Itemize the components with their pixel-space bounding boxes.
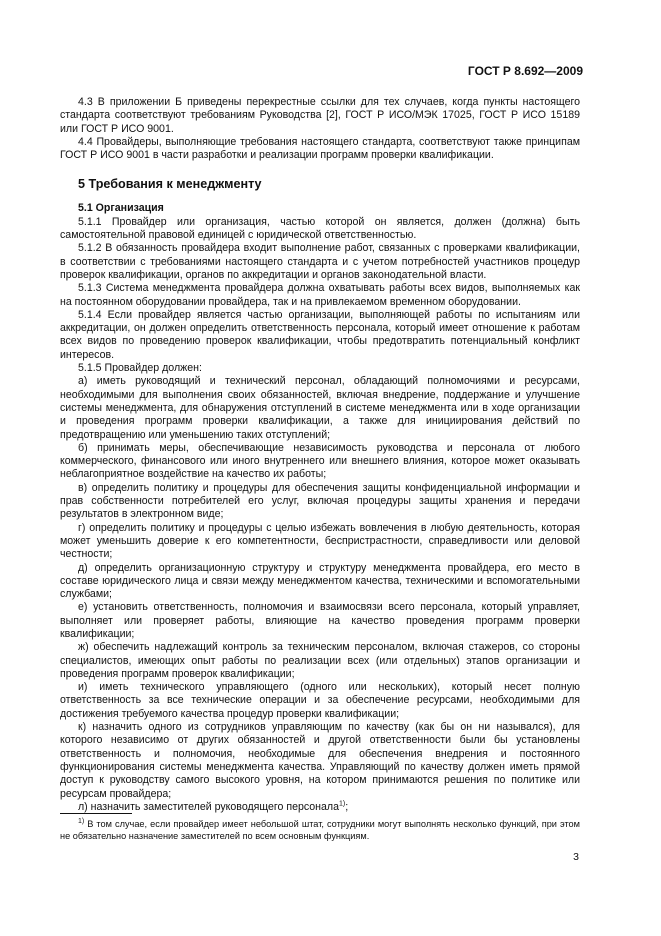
list-item-v: в) определить политику и процедуры для обеспечения защиты конфиденциальной информации и прав собственности потребителей его услуг, включая процедуры защиты хранения и передачи результатов в электронном виде; — [60, 481, 580, 521]
subsection-heading: 5.1 Организация — [78, 202, 164, 215]
footnote-reference: 1) — [339, 800, 346, 808]
paragraph-5-1-4: 5.1.4 Если провайдер является частью организации, выполняющей работы по испытаниям или аккредитации, он должен определить ответственность персонала, который имеет отношение к работам всех видов по проведению проверок квалификации, чтобы предотвратить потенциальный конфликт интересов. — [60, 308, 580, 361]
list-item-i: и) иметь технического управляющего (одного или нескольких), который несет полную ответственность за все технические операции и за обеспечение ресурсами, необходимыми для достижения требуемого качества процедур проверки квалификации; — [60, 681, 580, 720]
list-item-g: г) определить политику и процедуры с целью избежать вовлечения в любую деятельность, которая может уменьшить доверие к его компетентности, беспристрастности, справедливости или деловой честности; — [60, 521, 580, 561]
paragraph-4-4: 4.4 Провайдеры, выполняющие требования настоящего стандарта, соответствуют также принципам ГОСТ Р ИСО 9001 в части разработки и реализации программ проверки квалификации. — [60, 135, 580, 162]
footnote-text: В том случае, если провайдер имеет небольшой штат, сотрудники могут выполнять несколько функций, при этом не обязательно назначение заместителей по всем основным функциям. — [60, 819, 580, 841]
section-heading: 5 Требования к менеджменту — [78, 177, 262, 192]
footnote — [60, 818, 580, 842]
list-item-l — [60, 801, 580, 814]
footnote-marker: 1) — [78, 817, 85, 825]
page-number: 3 — [573, 851, 579, 863]
list-item-d: д) определить организационную структуру и структуру менеджмента провайдера, его место в составе юридического лица и связи между менеджментом качества, техническими и вспомогательными службами; — [60, 561, 580, 601]
list-item-l-end: ; — [345, 800, 349, 813]
paragraph-5-1-3: 5.1.3 Система менеджмента провайдера должна охватывать работы всех видов, выполняемых как на постоянном оборудовании провайдера, так и на привлекаемом временном оборудовании. — [60, 282, 580, 308]
list-item-e: е) установить ответственность, полномочия и взаимосвязи всего персонала, который управляет, выполняет или проверяет работы, влияющие на качество проведения программ проверки квалификации; — [60, 601, 580, 640]
paragraph-5-1-5: 5.1.5 Провайдер должен: — [78, 362, 202, 375]
footnote-divider — [60, 813, 132, 814]
document-id-header: ГОСТ Р 8.692—2009 — [467, 64, 583, 78]
paragraph-5-1-1: 5.1.1 Провайдер или организация, частью которой он является, должен (должна) быть самостоятельной правовой единицей с юридической ответственностью. — [60, 215, 580, 242]
paragraph-4-3: 4.3 В приложении Б приведены перекрестные ссылки для тех случаев, когда пункты настоящего стандарта соответствуют требованиям Руководства [2], ГОСТ Р ИСО/МЭК 17025, ГОСТ Р ИСО 15189 или ГОСТ Р ИСО 9001. — [60, 96, 580, 135]
list-item-a: а) иметь руководящий и технический персонал, обладающий полномочиями и ресурсами, необходимыми для выполнения своих обязанностей, включая внедрение, поддержание и улучшение системы менеджмента, для обнаружения отступлений в системе менеджмента или в ходе организации и проведения программ проверки квалификации, а также для инициирования действий по предотвращению или уменьшению таких отступлений; — [60, 375, 580, 441]
page-body — [60, 96, 580, 814]
list-item-zh: ж) обеспечить надлежащий контроль за техническим персоналом, включая стажеров, со стороны специалистов, имеющих опыт работы по реализации всех (или отдельных) этапов организации и проведения программ проверок квалификации; — [60, 641, 580, 680]
paragraph-5-1-2: 5.1.2 В обязанность провайдера входит выполнение работ, связанных с проверками квалификации, в соответствии с требованиями настоящего стандарта и с учетом потребностей участников процедур проверок квалификации, органов по аккредитации и органов законодательной власти. — [60, 242, 580, 281]
list-item-l-text: л) назначить заместителей руководящего персонала — [78, 800, 339, 813]
list-item-k: к) назначить одного из сотрудников управляющим по качеству (как бы он ни назывался), для которого независимо от других обязанностей и другой ответственности были бы установлены ответственность и полномочия, необходимые для обеспечения внедрения и постоянного функционирования системы менеджмента качества. Управляющий по качеству должен иметь прямой доступ к руководству самого высокого уровня, на котором принимаются решения по политике или ресурсам провайдера; — [60, 721, 580, 800]
list-item-b: б) принимать меры, обеспечивающие независимость руководства и персонала от любого коммерческого, финансового или иного внутреннего или внешнего влияния, которое может оказывать неблагоприятное воздействие на качество их работы; — [60, 441, 580, 481]
